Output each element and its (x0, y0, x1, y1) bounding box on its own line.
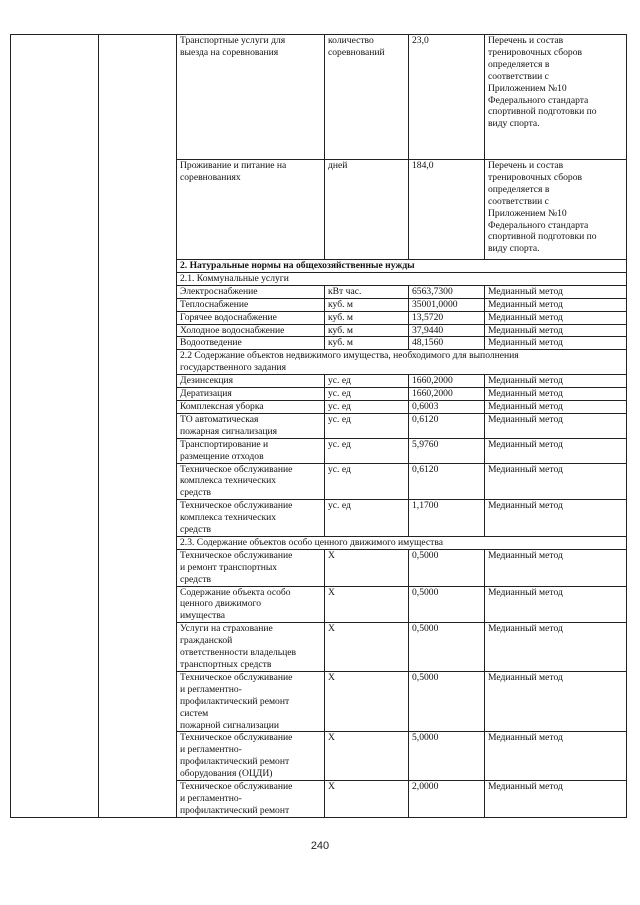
cell-unit: ус. ед (325, 400, 409, 413)
page-number: 240 (310, 840, 330, 852)
cell-name: Проживание и питание на соревнованиях (177, 160, 325, 260)
cell-method: Медианный метод (485, 781, 627, 818)
table-row (11, 35, 627, 160)
cell-name: Техническое обслуживание и ремонт транспортных средств (177, 549, 325, 586)
cell-note: Перечень и состав тренировочных сборов определяется в соответствии с Приложением №10 Федерального стандарта спортивной подготовки по виду спорта. (485, 160, 627, 260)
cell-name: Электроснабжение (177, 285, 325, 298)
cell-note: Перечень и состав тренировочных сборов определяется в соответствии с Приложением №10 Федерального стандарта спортивной подготовки по виду спорта. (485, 35, 627, 160)
cell-unit: ус. ед (325, 375, 409, 388)
cell-value: 35001,0000 (409, 298, 485, 311)
cell-name: Техническое обслуживание комплекса технических средств (177, 500, 325, 537)
cell-method: Медианный метод (485, 337, 627, 350)
cell-name: Транспортные услуги для выезда на соревнования (177, 35, 325, 160)
cell-value: 0,5000 (409, 549, 485, 586)
subsection-2-2-title: 2.2 Содержание объектов недвижимого имущества, необходимого для выполнения государственного задания (177, 350, 627, 375)
cell-value: 6563,7300 (409, 285, 485, 298)
cell-method: Медианный метод (485, 413, 627, 438)
cell-unit: Х (325, 586, 409, 623)
subsection-2-3-title: 2.3. Содержание объектов особо ценного движимого имущества (177, 536, 627, 549)
cell-unit: ус. ед (325, 413, 409, 438)
section-2-title: 2. Натуральные нормы на общехозяйственные нужды (177, 260, 627, 273)
cell-name: Горячее водоснабжение (177, 311, 325, 324)
cell-value: 0,6120 (409, 463, 485, 500)
cell-name: Техническое обслуживание и регламентно- профилактический ремонт систем пожарной сигнализации (177, 671, 325, 732)
cell-name: Комплексная уборка (177, 400, 325, 413)
subsection-2-1-title: 2.1. Коммунальные услуги (177, 272, 627, 285)
cell-name: Холодное водоснабжение (177, 324, 325, 337)
cell-method: Медианный метод (485, 623, 627, 672)
cell-method: Медианный метод (485, 324, 627, 337)
cell-value: 48,1560 (409, 337, 485, 350)
cell-unit: Х (325, 732, 409, 781)
cell-name: Техническое обслуживание и регламентно- профилактический ремонт оборудования (ОЦДИ) (177, 732, 325, 781)
cell-method: Медианный метод (485, 311, 627, 324)
cell-value: 5,0000 (409, 732, 485, 781)
cell-method: Медианный метод (485, 671, 627, 732)
cell-name: Водоотведение (177, 337, 325, 350)
cell-unit: куб. м (325, 337, 409, 350)
cell-name: Содержание объекта особо ценного движимого имущества (177, 586, 325, 623)
cell-value: 0,5000 (409, 623, 485, 672)
cell-name: Дератизация (177, 388, 325, 401)
cell-value: 0,6120 (409, 413, 485, 438)
blank-column-2 (99, 35, 177, 818)
cell-unit: ус. ед (325, 463, 409, 500)
cell-value: 0,5000 (409, 671, 485, 732)
cell-unit: куб. м (325, 311, 409, 324)
cell-value: 0,5000 (409, 586, 485, 623)
cell-name: ТО автоматическая пожарная сигнализация (177, 413, 325, 438)
cell-name: Техническое обслуживание комплекса технических средств (177, 463, 325, 500)
cell-value: 5,9760 (409, 438, 485, 463)
cell-name: Теплоснабжение (177, 298, 325, 311)
cell-method: Медианный метод (485, 549, 627, 586)
norms-table (10, 34, 627, 818)
cell-value: 1660,2000 (409, 375, 485, 388)
cell-method: Медианный метод (485, 732, 627, 781)
cell-method: Медианный метод (485, 463, 627, 500)
cell-method: Медианный метод (485, 500, 627, 537)
cell-value: 0,6003 (409, 400, 485, 413)
cell-value: 37,9440 (409, 324, 485, 337)
cell-unit: Х (325, 623, 409, 672)
cell-value: 13,5720 (409, 311, 485, 324)
blank-column-1 (11, 35, 99, 818)
cell-unit: кВт час. (325, 285, 409, 298)
cell-unit: количество соревнований (325, 35, 409, 160)
cell-unit: ус. ед (325, 438, 409, 463)
cell-method: Медианный метод (485, 400, 627, 413)
cell-name: Дезинсекция (177, 375, 325, 388)
cell-method: Медианный метод (485, 388, 627, 401)
cell-name: Техническое обслуживание и регламентно- профилактический ремонт (177, 781, 325, 818)
cell-unit: Х (325, 549, 409, 586)
cell-value: 23,0 (409, 35, 485, 160)
cell-value: 184,0 (409, 160, 485, 260)
cell-unit: ус. ед (325, 500, 409, 537)
cell-unit: куб. м (325, 324, 409, 337)
cell-unit: Х (325, 671, 409, 732)
cell-method: Медианный метод (485, 586, 627, 623)
cell-unit: ус. ед (325, 388, 409, 401)
cell-value: 1,1700 (409, 500, 485, 537)
cell-method: Медианный метод (485, 298, 627, 311)
cell-unit: дней (325, 160, 409, 260)
cell-value: 2,0000 (409, 781, 485, 818)
cell-method: Медианный метод (485, 438, 627, 463)
cell-name: Услуги на страхование гражданской ответственности владельцев транспортных средств (177, 623, 325, 672)
cell-value: 1660,2000 (409, 388, 485, 401)
cell-unit: куб. м (325, 298, 409, 311)
cell-method: Медианный метод (485, 285, 627, 298)
cell-name: Транспортирование и размещение отходов (177, 438, 325, 463)
cell-unit: Х (325, 781, 409, 818)
cell-method: Медианный метод (485, 375, 627, 388)
